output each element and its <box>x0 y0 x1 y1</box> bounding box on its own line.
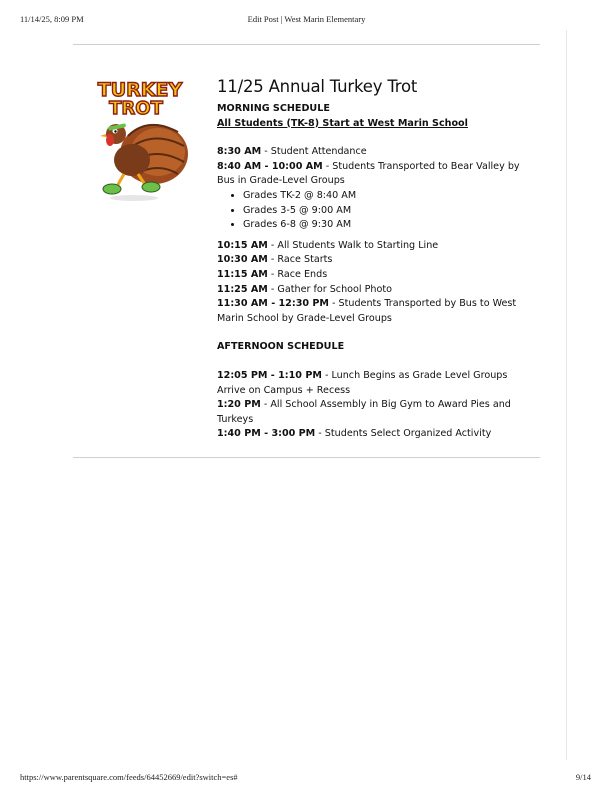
schedule-time: 1:20 PM <box>217 399 261 411</box>
schedule-text: - Race Ends <box>267 268 328 280</box>
grade-item: • Grades 3-5 @ 9:00 AM <box>243 204 535 219</box>
divider-right <box>566 30 567 760</box>
schedule-row <box>217 297 535 326</box>
grade-list <box>217 189 535 233</box>
print-header <box>20 14 593 28</box>
afternoon-heading: AFTERNOON SCHEDULE <box>217 341 345 353</box>
print-url: https://www.parentsquare.com/feeds/64452669/edit?switch=es# <box>20 772 238 782</box>
schedule-row <box>217 239 535 254</box>
schedule-time: 11:15 AM <box>217 268 268 280</box>
turkey-trot-illustration <box>78 76 202 206</box>
spacer <box>217 355 535 369</box>
schedule-time: 8:30 AM <box>217 146 262 158</box>
schedule-text: - Students Transported to Bear Valley by Bus in Grade-Level Groups <box>217 160 520 187</box>
schedule-row <box>217 427 535 442</box>
schedule-time: 10:15 AM <box>217 239 268 251</box>
schedule-text: - All Students Walk to Starting Line <box>267 239 439 251</box>
shoe-left <box>103 184 121 194</box>
print-footer <box>20 772 593 786</box>
shoe-right <box>142 182 160 192</box>
schedule-time: 11:25 AM <box>217 283 268 295</box>
grade-item: • Grades 6-8 @ 9:30 AM <box>243 218 535 233</box>
afternoon-list <box>217 369 535 442</box>
schedule-time: 1:40 PM - 3:00 PM <box>217 428 316 440</box>
post-title: 11/25 Annual Turkey Trot <box>217 77 418 96</box>
print-datetime: 11/14/25, 8:09 PM <box>20 14 84 24</box>
schedule-time: 11:30 AM - 12:30 PM <box>217 298 329 310</box>
schedule-row <box>217 160 535 189</box>
schedule-text: - Students Transported by Bus to West Marin School by Grade-Level Groups <box>217 298 517 324</box>
turkey-logo-line2: TROT <box>109 98 163 119</box>
morning-subheading: All Students (TK-8) Start at West Marin School <box>217 117 468 129</box>
schedule-text: - Student Attendance <box>261 146 367 158</box>
schedule-row <box>217 369 535 398</box>
divider-bottom <box>73 457 540 458</box>
morning-list-1 <box>217 145 535 189</box>
morning-heading: MORNING SCHEDULE <box>217 103 330 114</box>
schedule-row <box>217 398 535 427</box>
turkey-body <box>114 144 150 176</box>
print-page-number: 9/14 <box>575 772 591 782</box>
schedule-row <box>217 268 535 283</box>
schedule-text: - Lunch Begins as Grade Level Groups Arrive on Campus + Recess <box>217 369 508 396</box>
print-page-title: Edit Post | West Marin Elementary <box>247 14 366 24</box>
schedule-text: - All School Assembly in Big Gym to Award Pies and Turkeys <box>217 399 511 425</box>
schedule-text: - Students Select Organized Activity <box>315 428 492 440</box>
schedule-text: - Race Starts <box>267 254 333 266</box>
schedule-time: 10:30 AM <box>217 254 268 266</box>
divider-top <box>73 44 540 45</box>
grade-item: • Grades TK-2 @ 8:40 AM <box>243 189 535 204</box>
schedule-text: - Gather for School Photo <box>267 283 392 295</box>
schedule-time: 8:40 AM - 10:00 AM <box>217 160 323 172</box>
schedule-row <box>217 283 535 298</box>
morning-list-2 <box>217 239 535 327</box>
turkey-logo-line1: TURKEY <box>97 79 183 101</box>
schedule-time: 12:05 PM - 1:10 PM <box>217 369 322 381</box>
post-content <box>217 76 535 442</box>
spacer <box>217 326 535 340</box>
schedule-row <box>217 145 535 160</box>
schedule-row <box>217 253 535 268</box>
